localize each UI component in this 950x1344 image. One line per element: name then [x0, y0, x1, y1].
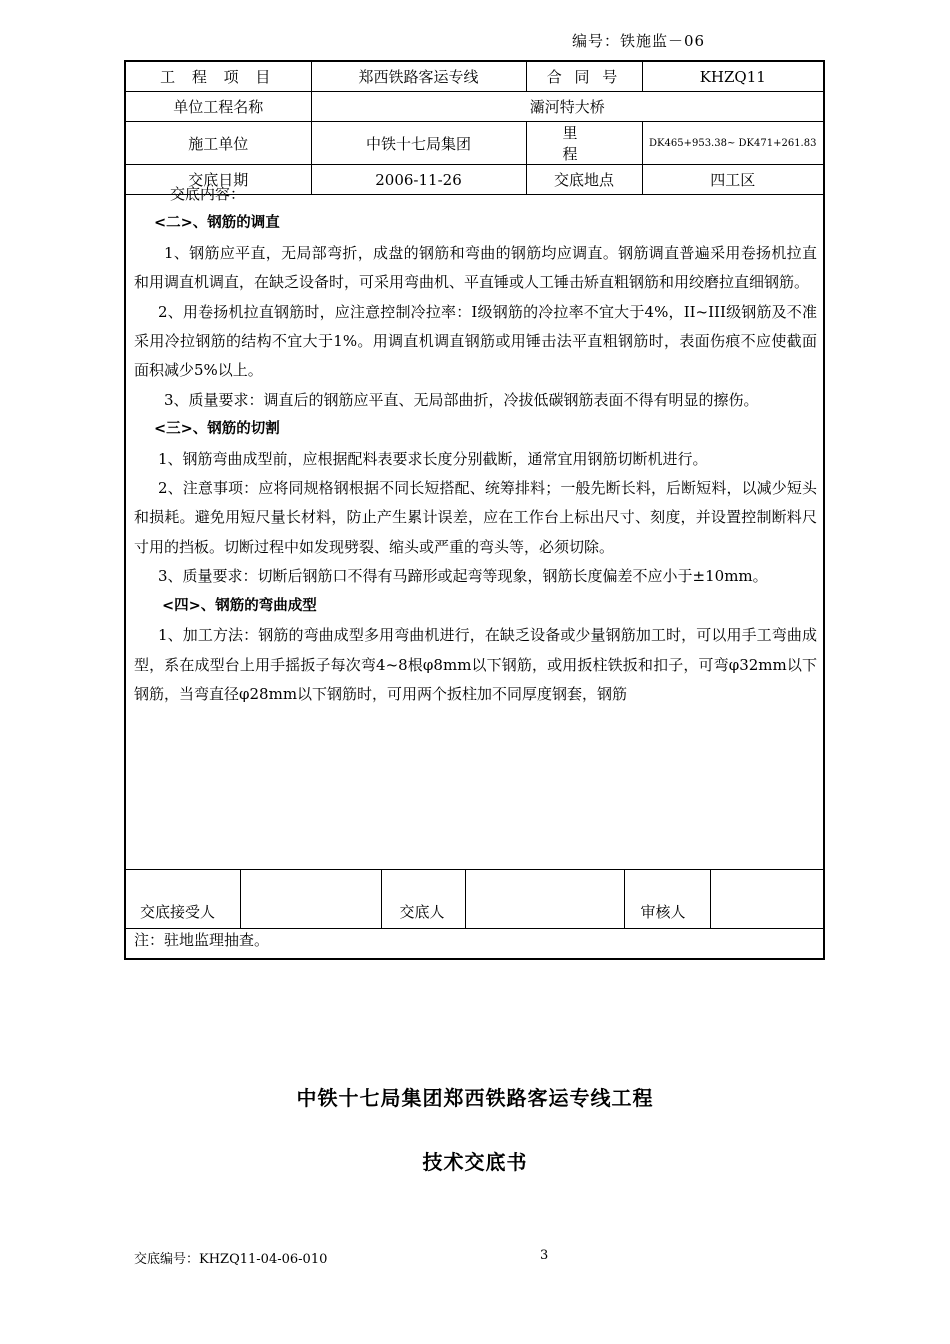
date-value: 2006-11-26 — [311, 165, 526, 195]
section-3-para-1: 1、钢筋弯曲成型前，应根据配料表要求长度分别截断，通常宜用钢筋切断机进行。 — [158, 449, 708, 468]
section-2-para-1: 1、钢筋应平直，无局部弯折，成盘的钢筋和弯曲的钢筋均应调直。钢筋调直普遍采用卷扬机拉直和用调直机调直，在缺乏设备时，可采用弯曲机、平直锤或人工锤击矫直粗钢筋和用绞磨拉直细钢筋。 — [134, 243, 817, 292]
project-value: 郑西铁路客运专线 — [311, 62, 526, 92]
contract-value: KHZQ11 — [642, 62, 823, 92]
section-4-para-1: 1、加工方法：钢筋的弯曲成型多用弯曲机进行，在缺乏设备或少量钢筋加工时，可以用手工弯曲成型，系在成型台上用手摇扳子每次弯4~8根φ8mm以下钢筋，或用扳柱铁扳和扣子，可弯φ32mm以下钢筋，当弯直径φ28mm以下钢筋时，可用两个扳柱加不同厚度钢套，钢筋 — [134, 626, 817, 703]
disclosure-number: 交底编号：KHZQ11-04-06-010 — [134, 1252, 328, 1267]
document-subtitle: 技术交底书 — [422, 1150, 528, 1174]
presenter-signature — [465, 870, 624, 929]
contract-label: 合 同 号 — [526, 62, 642, 92]
presenter-label: 交底人 — [381, 870, 465, 929]
section-3-para-3: 3、质量要求：切断后钢筋口不得有马蹄形或起弯等现象，钢筋长度偏差不应小于±10mm。 — [158, 567, 768, 586]
content-intro: 交底内容： — [170, 185, 246, 203]
unit-value: 灞河特大桥 — [311, 92, 823, 122]
section-4-title: <四>、钢筋的弯曲成型 — [162, 597, 317, 614]
disclosure-content — [134, 180, 817, 709]
constructor-label: 施工单位 — [126, 122, 311, 165]
reviewer-label: 审核人 — [624, 870, 710, 929]
header-table — [126, 62, 823, 195]
mileage-label: 里 程 — [526, 122, 642, 165]
header-row-constructor — [126, 122, 823, 165]
section-3-para-2: 2、注意事项：应将同规格钢根据不同长短搭配、统筹排料；一般先断长料，后断短料，以减少短头和损耗。避免用短尺量长材料，防止产生累计误差，应在工作台上标出尺寸、刻度，并设置控制断料尺寸用的挡板。切断过程中如发现劈裂、缩头或严重的弯头等，必须切除。 — [134, 479, 817, 556]
unit-label: 单位工程名称 — [126, 92, 311, 122]
receiver-signature — [240, 870, 381, 929]
location-label: 交底地点 — [526, 165, 642, 195]
section-2-para-2: 2、用卷扬机拉直钢筋时，应注意控制冷拉率：I级钢筋的冷拉率不宜大于4%，II~III级钢筋及不准采用冷拉钢筋的结构不宜大于1%。用调直机调直钢筋或用锤击法平直粗钢筋时，表面伤痕不应使截面面积减少5%以上。 — [134, 302, 817, 380]
signature-table — [126, 869, 823, 967]
supervision-note: 注：驻地监理抽查。 — [126, 929, 823, 968]
mileage-value: DK465+953.38~ DK471+261.83 — [642, 122, 823, 165]
section-2-title: <二>、钢筋的调直 — [154, 215, 280, 232]
signature-row — [126, 870, 823, 929]
disclosure-form — [124, 60, 825, 960]
note-row — [126, 929, 823, 968]
section-2-para-3: 3、质量要求：调直后的钢筋应平直、无局部曲折，冷拔低碳钢筋表面不得有明显的擦伤。 — [164, 390, 759, 409]
document-title: 中铁十七局集团郑西铁路客运专线工程 — [296, 1086, 654, 1110]
receiver-label: 交底接受人 — [126, 870, 240, 929]
location-value: 四工区 — [642, 165, 823, 195]
document-serial-number: 编号：铁施监－06 — [572, 32, 706, 50]
page-number: 3 — [540, 1248, 549, 1263]
header-row-unit — [126, 92, 823, 122]
reviewer-signature — [710, 870, 823, 929]
project-label: 工 程 项 目 — [126, 62, 311, 92]
section-3-title: <三>、钢筋的切割 — [154, 421, 280, 438]
header-row-project — [126, 62, 823, 92]
date-label: 交底日期 — [126, 165, 311, 195]
constructor-value: 中铁十七局集团 — [311, 122, 526, 165]
